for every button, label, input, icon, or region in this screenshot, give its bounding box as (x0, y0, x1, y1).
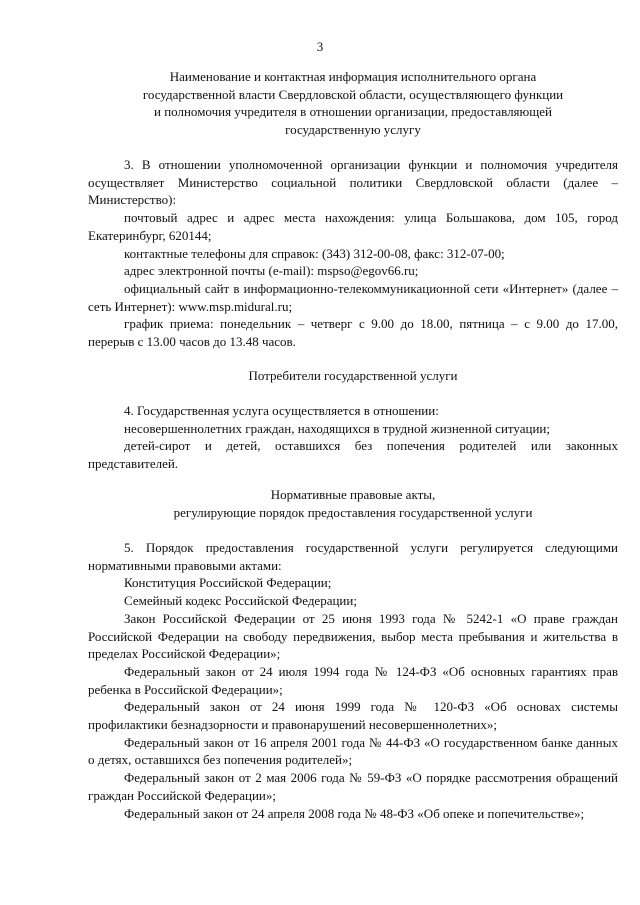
paragraph: Федеральный закон от 2 мая 2006 года № 59-ФЗ «О порядке рассмотрения обращений граждан Российской Федерации»; (88, 770, 618, 803)
paragraph: график приема: понедельник – четверг с 9.00 до 18.00, пятница – с 9.00 до 17.00, перерыв с 13.00 часов до 13.48 часов. (88, 316, 618, 350)
section-5 (88, 539, 618, 822)
heading-contact-info (88, 68, 618, 139)
paragraph: Конституция Российской Федерации; (124, 575, 332, 591)
paragraph: Федеральный закон от 16 апреля 2001 года № 44-ФЗ «О государственном банке данных о детях, оставшихся без попечения родителей»; (88, 734, 618, 768)
heading-legal-acts (88, 486, 618, 521)
heading-line: Нормативные правовые акты, (270, 487, 436, 502)
heading-line: регулирующие порядок предоставления государственной услуги (173, 504, 533, 520)
heading-consumers: Потребители государственной услуги (248, 368, 458, 383)
heading-line: и полномочия учредителя в отношении организации, предоставляющей (154, 104, 552, 120)
paragraph: контактные телефоны для справок: (343) 312-00-08, факс: 312-07-00; (124, 245, 505, 261)
heading-line: Наименование и контактная информация исполнительного органа (169, 69, 537, 84)
paragraph: Федеральный закон от 24 июня 1999 года № 120-ФЗ «Об основах системы профилактики безнадзорности и правонарушений несовершеннолетних»; (88, 699, 618, 733)
paragraph: несовершеннолетних граждан, находящихся в трудной жизненной ситуации; (124, 420, 551, 436)
paragraph: официальный сайт в информационно-телекоммуникационной сети «Интернет» (далее – сеть Интернет): www.msp.midural.ru; (88, 280, 618, 314)
paragraph: почтовый адрес и адрес места нахождения: улица Большакова, дом 105, город Екатеринбург, 620144; (88, 210, 618, 243)
paragraph: Федеральный закон от 24 апреля 2008 года № 48-ФЗ «Об опеке и попечительстве»; (124, 805, 585, 821)
paragraph: Закон Российской Федерации от 25 июня 1993 года № 5242-1 «О праве граждан Российской Федерации на свободу передвижения, выбор места пребывания и жительства в пределах Российской Федерации»; (88, 610, 618, 662)
section-4 (88, 402, 618, 473)
heading-line: государственную услугу (285, 122, 421, 138)
paragraph: 3. В отношении уполномоченной организации функции и полномочия учредителя осуществляет Министерство социальной политики Свердловской области (далее – Министерство): (88, 157, 618, 208)
section-3 (88, 156, 618, 351)
paragraph: адрес электронной почты (e-mail): mspso@egov66.ru; (124, 263, 419, 279)
paragraph: Семейный кодекс Российской Федерации; (124, 593, 357, 609)
page-number: 3 (316, 39, 324, 54)
paragraph: 4. Государственная услуга осуществляется в отношении: (124, 403, 439, 418)
paragraph: детей-сирот и детей, оставшихся без попечения родителей или законных представителей. (88, 438, 618, 472)
paragraph: Федеральный закон от 24 июля 1994 года № 124-ФЗ «Об основных гарантиях прав ребенка в Российской Федерации»; (88, 663, 618, 697)
paragraph: 5. Порядок предоставления государственной услуги регулируется следующими нормативными правовыми актами: (88, 540, 618, 573)
heading-line: государственной власти Свердловской области, осуществляющего функции (142, 86, 564, 102)
